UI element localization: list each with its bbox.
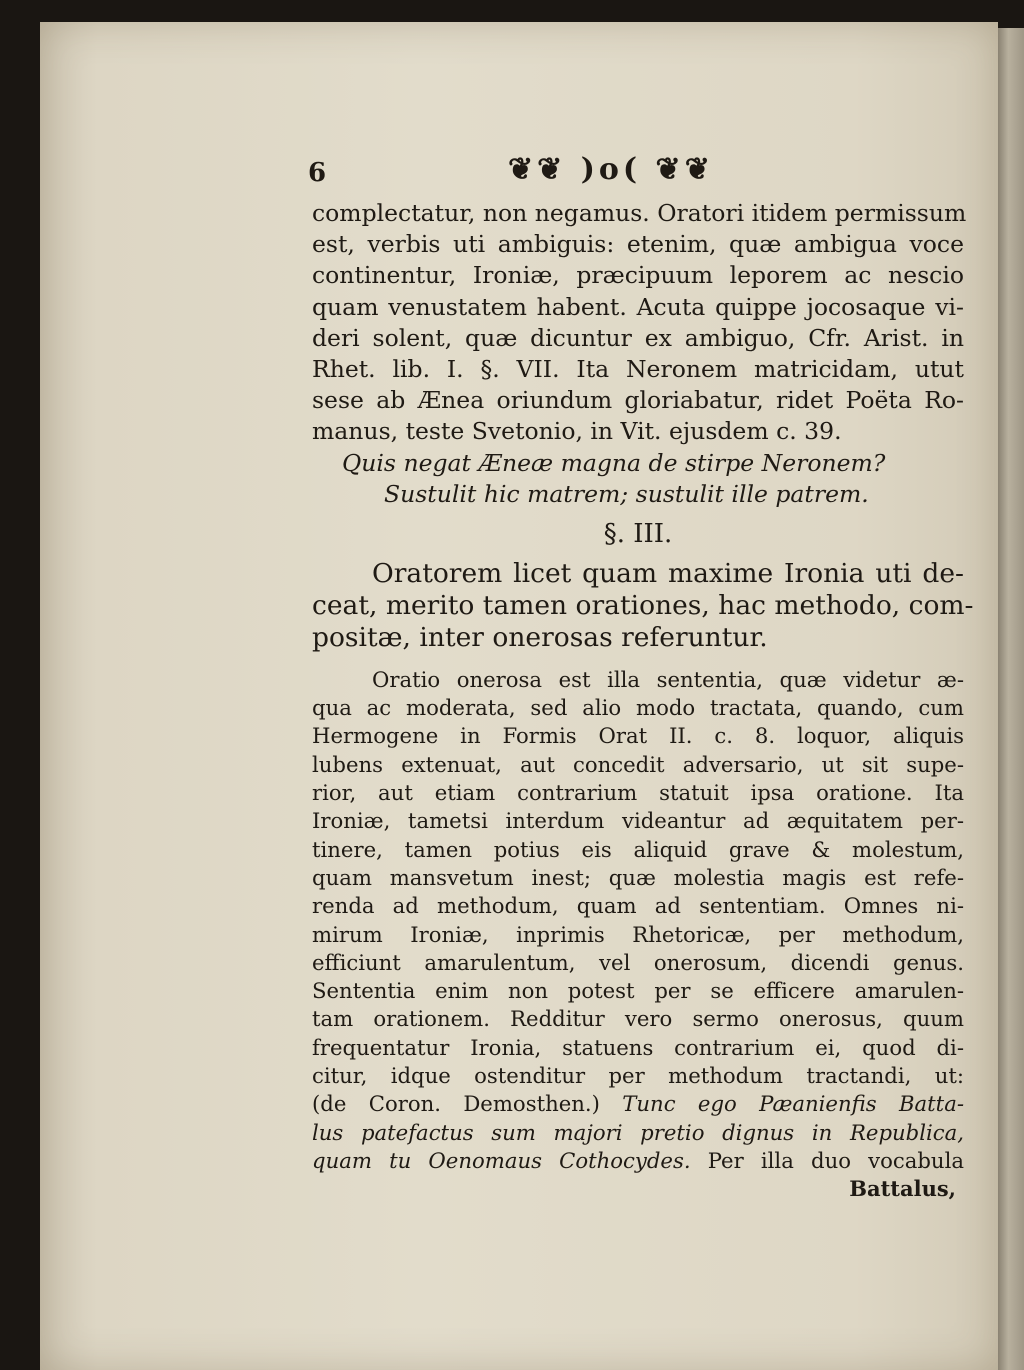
page-number: 6 xyxy=(308,158,327,188)
quotation: lus patefactus sum majori pretio dignus in Republica, xyxy=(312,1119,964,1145)
text-line: rior, aut etiam contrarium statuit ipsa oratione. Ita xyxy=(312,780,964,806)
text-run: Per illa duo vocabula xyxy=(690,1147,964,1173)
text-line: deri solent, quæ dicuntur ex ambiguo, Cfr. Arist. in xyxy=(312,323,964,352)
section-heading: §. III. xyxy=(603,518,673,549)
text-line: continentur, Ironiæ, præcipuum leporem ac nescio xyxy=(312,261,964,290)
catchword: Battalus, xyxy=(849,1176,956,1202)
text-line: efficiunt amarulentum, vel onerosum, dicendi genus. xyxy=(312,949,964,975)
text-line: tam orationem. Redditur vero sermo onerosus, quum xyxy=(312,1006,964,1032)
text-line xyxy=(312,1147,964,1175)
text-line: Ironiæ, tametsi interdum videantur ad æquitatem per- xyxy=(312,808,964,834)
text-line: Sententia enim non potest per se efficere amarulen- xyxy=(312,978,964,1004)
text-line: renda ad methodum, quam ad sententiam. Omnes ni- xyxy=(312,893,964,919)
text-line: mirum Ironiæ, inprimis Rhetoricæ, per methodum, xyxy=(312,921,964,947)
text-block xyxy=(308,140,974,1203)
text-line: tinere, tamen potius eis aliquid grave & molestum, xyxy=(312,836,964,862)
text-line xyxy=(312,1090,964,1118)
text-line: frequentatur Ironia, statuens contrarium ei, quod di- xyxy=(312,1034,964,1060)
verse-line: Quis negat Æneæ magna de stirpe Neronem? xyxy=(342,448,886,477)
headpiece-ornament: ❦❦ )o( ❦❦ xyxy=(508,152,714,187)
facing-page-edge xyxy=(998,28,1024,1370)
paragraph-2 xyxy=(312,557,974,654)
citation: (de Coron. Demosthen.) xyxy=(312,1091,623,1117)
text-line: qua ac moderata, sed alio modo tractata, quando, cum xyxy=(312,695,964,721)
text-line: manus, teste Svetonio, in Vit. ejusdem c. 39. xyxy=(312,417,842,446)
text-line: Hermogene in Formis Orat II. c. 8. loquor, aliquis xyxy=(312,723,964,749)
text-line: quam mansvetum inest; quæ molestia magis est refe- xyxy=(312,864,964,890)
text-line: Oratorem licet quam maxime Ironia uti de- xyxy=(372,557,964,589)
paragraph-3 xyxy=(312,666,964,1175)
text-line: est, verbis uti ambiguis: etenim, quæ ambigua voce xyxy=(312,230,964,259)
paragraph-1 xyxy=(312,198,967,448)
text-line: citur, idque ostenditur per methodum tractandi, ut: xyxy=(312,1063,964,1089)
text-line: quam venustatem habent. Acuta quippe jocosaque vi- xyxy=(312,292,964,321)
text-line: sese ab Ænea oriundum gloriabatur, ridet Poëta Ro- xyxy=(312,386,964,415)
text-line: ceat, merito tamen orationes, hac methodo, com- xyxy=(312,589,974,621)
text-line: Rhet. lib. I. §. VII. Ita Neronem matricidam, utut xyxy=(312,354,964,383)
text-line: positæ, inter onerosas referuntur. xyxy=(312,621,768,653)
text-line: complectatur, non negamus. Oratori itidem permissum xyxy=(312,199,967,227)
verse-quotation xyxy=(312,448,964,510)
text-line xyxy=(312,1119,964,1147)
quotation: quam tu Oenomaus Cothocydes. xyxy=(312,1147,691,1173)
verse-line: Sustulit hic matrem; sustulit ille patrem. xyxy=(384,479,869,508)
text-line: lubens extenuat, aut concedit adversario, ut sit supe- xyxy=(312,751,964,777)
running-head xyxy=(308,140,964,198)
quotation: Tunc ego Pæanienfis Batta- xyxy=(622,1091,964,1117)
text-line: Oratio onerosa est illa sententia, quæ videtur æ- xyxy=(372,666,964,692)
